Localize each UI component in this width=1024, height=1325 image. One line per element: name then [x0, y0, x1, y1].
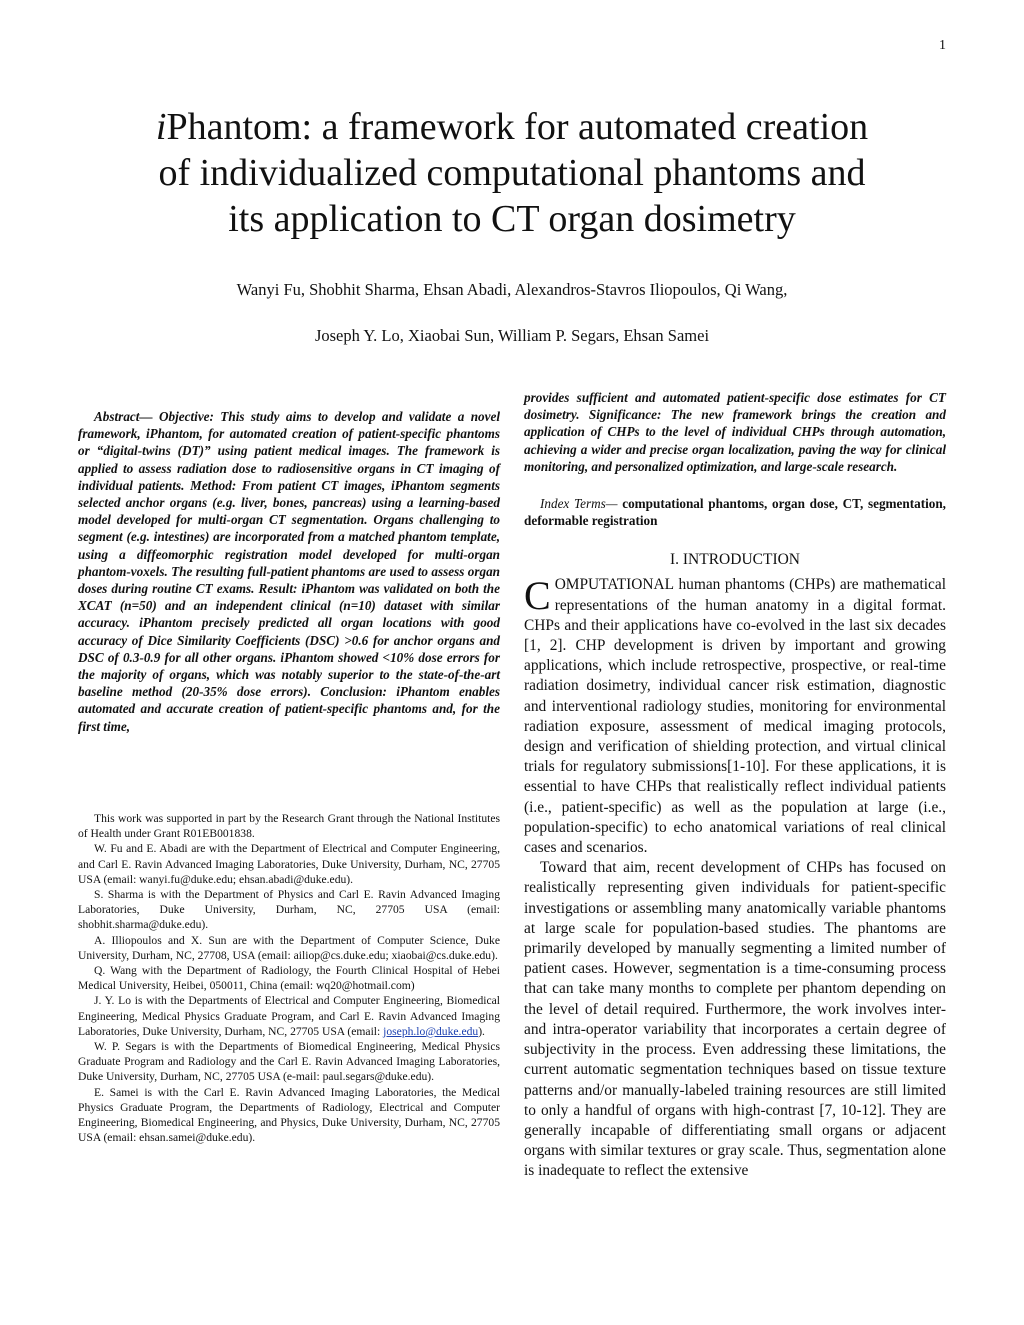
- author-list-line-1: Wanyi Fu, Shobhit Sharma, Ehsan Abadi, Alexandros-Stavros Iliopoulos, Qi Wang,: [236, 280, 788, 299]
- title-line-2: of individualized computational phantoms and: [158, 152, 866, 194]
- footnote-support: This work was supported in part by the Research Grant through the National Institutes of Health under Grant R01EB001838.: [78, 812, 500, 841]
- footnote-fu-abadi: W. Fu and E. Abadi are with the Department of Electrical and Computer Engineering, and Carl E. Ravin Advanced Imaging Laboratories, Duke University, Durham, NC, 27705 USA (email: wanyi.fu@duke.edu; ehsan.abadi@duke.edu).: [78, 842, 500, 886]
- author-footnotes: [78, 811, 500, 1145]
- title-line-1: Phantom: a framework for automated creation: [166, 106, 869, 148]
- footnote-lo: [78, 993, 500, 1039]
- footnote-wang: Q. Wang with the Department of Radiology, the Fourth Clinical Hospital of Hebei Medical University, Heibei, 050011, China (email: wq20@hotmail.com): [78, 964, 500, 993]
- intro-paragraph-1-text: human phantoms (CHPs) are mathematical representations of the human anatomy in a digital format. CHPs and their applications have co-evolved in the last six decades [1, 2]. CHP development is driven by important and growing applications, which include retrospective, prospective, or real-time radiation dosimetry, individual cancer risk estimation, diagnostic and interventional radiology studies, monitoring for environmental radiation exposure, assessment of medical imaging protocols, design and verification of shielding protection, and virtual clinical trials for regulatory submissions[1-10]. For these applications, it is essential to have CHPs that realistically reflect individual patients (i.e., patient-specific) as well as the population at large (i.e., population-specific) to echo anatomical variations of real clinical cases and scenarios.: [524, 576, 946, 857]
- drop-cap-letter: C: [524, 573, 551, 619]
- page-number: 1: [939, 38, 946, 53]
- intro-paragraph-2: Toward that aim, recent development of CHPs has focused on realistically representing given individuals for patient-specific investigations or assembling many anatomically variable phantoms at large scale for population-based studies. The phantoms are primarily developed by manually segmenting a limited number of patient cases. However, segmentation is a time-consuming process that can take many months to complete per phantom depending on the level of detail required. Furthermore, the work involves inter- and intra-operator variability that incorporates a certain degree of subjectivity in the process. Even addressing these limitations, the current automatic segmentation techniques based on tissue texture patterns and/or manually-labeled training resources are still limited to only a handful of organs with high-contrast [7, 10-12]. They are generally incapable of differentiating small organs or adjacent organs with similar textures or gray scale. Thus, segmentation alone is inadequate to reflect the extensive: [524, 859, 946, 1180]
- title-italic-letter: i: [155, 106, 167, 148]
- index-terms-label: Index Terms—: [540, 496, 618, 512]
- footnote-segars: W. P. Segars is with the Departments of Biomedical Engineering, Medical Physics Graduate Program and Radiology and the Carl E. Ravin Advanced Imaging Laboratories, Duke University, Durham, NC, 27705 USA (e-mail: paul.segars@duke.edu).: [78, 1040, 500, 1084]
- email-link-lo[interactable]: joseph.lo@duke.edu: [383, 1024, 479, 1038]
- footnote-sharma: S. Sharma is with the Department of Physics and Carl E. Ravin Advanced Imaging Laboratories, Duke University, Durham, NC, 27705 USA (email: shobhit.sharma@duke.edu).: [78, 888, 500, 932]
- abstract-continuation: provides sufficient and automated patient-specific dose estimates for CT dosimetry. Significance: The new framework brings the creation and application of CHPs to the level of individual CHPs through automation, achieving a wider and precise organ localization, paving the way for clinical monitoring, and personalized optimization, and large-scale research.: [524, 390, 946, 474]
- author-list-line-2: Joseph Y. Lo, Xiaobai Sun, William P. Segars, Ehsan Samei: [314, 326, 710, 345]
- lead-smallcaps-word: OMPUTATIONAL: [554, 576, 675, 594]
- right-column: [524, 389, 946, 1182]
- section-heading-introduction: I. INTRODUCTION: [669, 551, 800, 569]
- title-line-3: its application to CT organ dosimetry: [228, 198, 796, 240]
- footnote-samei: E. Samei is with the Carl E. Ravin Advanced Imaging Laboratories, the Medical Physics Graduate Program, the Departments of Radiology, Electrical and Computer Engineering, Biomedical Engineering, and Physics, Duke University, Durham, NC, 27705 USA (email: ehsan.samei@duke.edu).: [78, 1085, 500, 1145]
- index-terms-list: computational phantoms, organ dose, CT, segmentation, deformable registration: [524, 496, 946, 529]
- index-terms: [524, 495, 946, 529]
- left-column: [78, 408, 500, 735]
- intro-paragraph-1: [524, 575, 946, 858]
- abstract: Abstract— Objective: This study aims to develop and validate a novel framework, iPhantom, for automated creation of patient-specific phantoms or “digital-twins (DT)” using patient medical images. The framework is applied to assess radiation dose to radiosensitive organs in CT imaging of individual patients. Method: From patient CT images, iPhantom segments selected anchor organs (e.g. liver, bones, pancreas) using a learning-based model developed for multi-organ CT segmentation. Organs challenging to segment (e.g. intestines) are incorporated from a matched phantom template, using a diffeomorphic registration model developed for multi-organ phantom-voxels. The resulting full-patient phantoms are used to assess organ doses during routine CT exams. Result: iPhantom was validated on both the XCAT (n=50) and an independent clinical (n=10) dataset with similar accuracy. iPhantom precisely predicted all organ locations with good accuracy of Dice Similarity Coefficients (DSC) >0.6 for anchor organs and DSC of 0.3-0.9 for all other organs. iPhantom showed <10% dose errors for the majority of organs, which was notably superior to the state-of-the-art baseline method (20-35% dose errors). Conclusion: iPhantom enables automated and accurate creation of patient-specific phantoms and, for the first time,: [78, 409, 500, 734]
- footnote-lo-text: J. Y. Lo is with the Departments of Electrical and Computer Engineering, Biomedical Engineering, Medical Physics Graduate Program, and Carl E. Ravin Advanced Imaging Laboratories, Duke University, Durham, NC, 27705 USA (email:: [78, 994, 500, 1038]
- footnote-illiopoulos-sun: A. Illiopoulos and X. Sun are with the Department of Computer Science, Duke University, Durham, NC, 27708, USA (email: ailiop@cs.duke.edu; xiaobai@cs.duke.edu).: [78, 933, 500, 962]
- footnote-lo-end: ).: [478, 1024, 485, 1038]
- paper-title: [80, 104, 944, 242]
